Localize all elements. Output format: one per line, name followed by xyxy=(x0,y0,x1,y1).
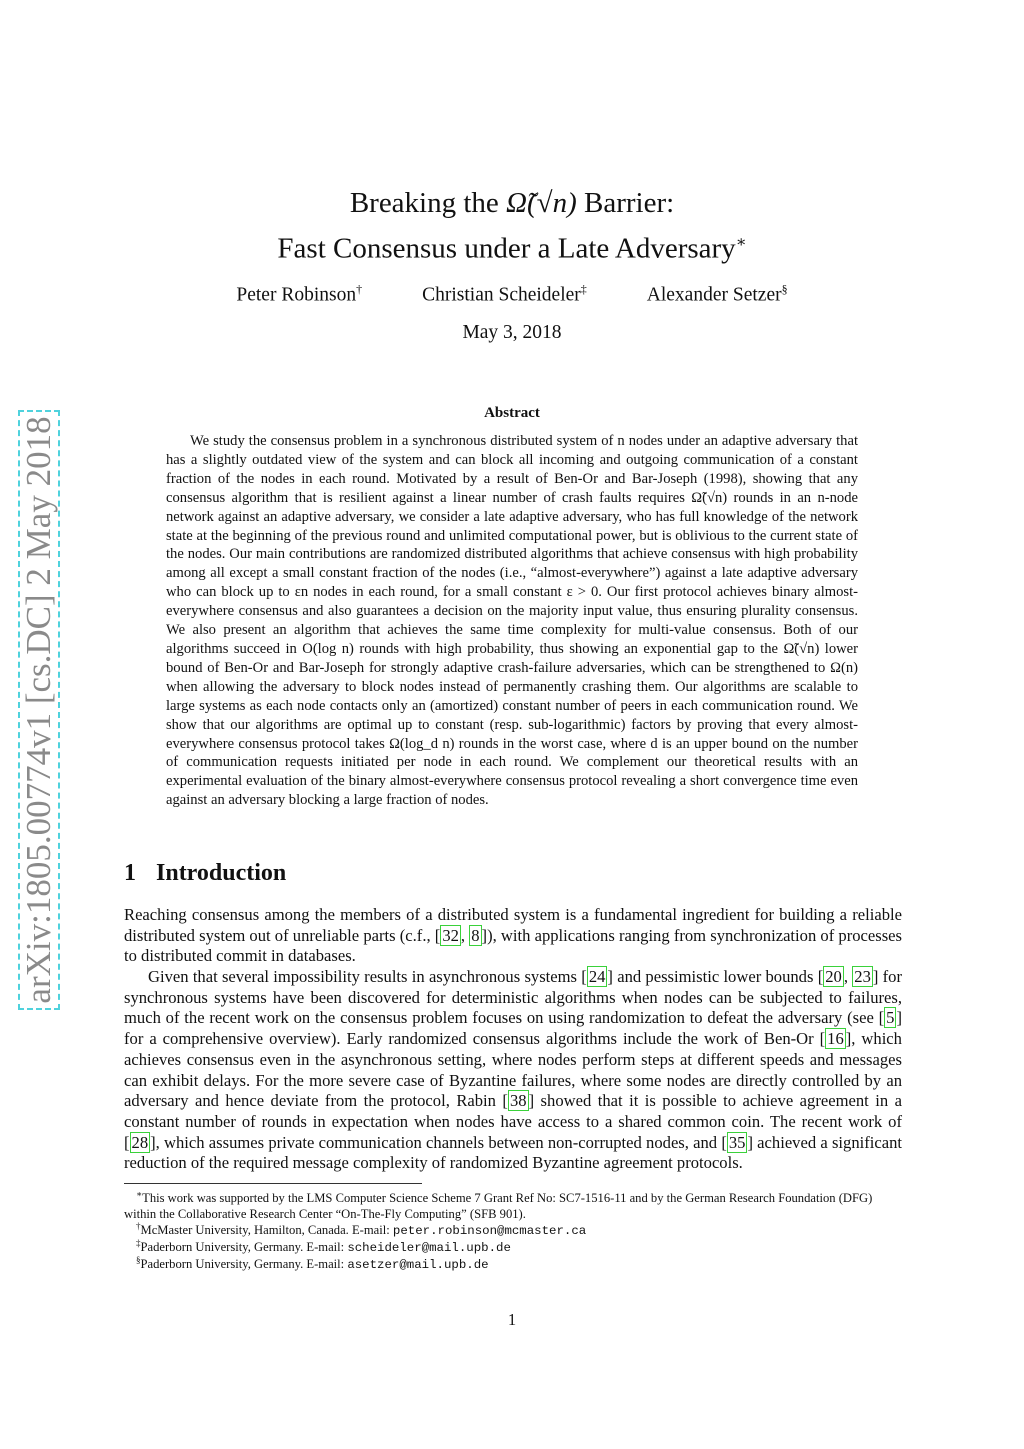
text-run: ], which assumes private communication channels between non-corrupted nodes, and [ xyxy=(150,1132,727,1152)
section-title: Introduction xyxy=(156,860,287,886)
footnote-text: Paderborn University, Germany. E-mail: xyxy=(140,1240,348,1255)
page-number: 1 xyxy=(507,1310,517,1329)
text-run: ] showed that it is possible to achieve agreement in a constant number of rounds in expectation when nodes have access to a shared common coin. The recent work of [ xyxy=(124,1091,902,1152)
author-name: Christian Scheideler xyxy=(422,284,581,306)
citation-link[interactable]: 28 xyxy=(131,1132,149,1152)
text-run: ] and pessimistic lower bounds [ xyxy=(607,967,824,986)
author xyxy=(422,282,587,307)
author-footnote-mark: † xyxy=(356,282,363,296)
title-prefix: Breaking the xyxy=(349,187,499,219)
author-footnote-mark: ‡ xyxy=(580,282,587,296)
title-suffix: Barrier: xyxy=(584,187,675,219)
text-run: Given that several impossibility results in asynchronous systems [ xyxy=(148,967,587,986)
title-line-2-text: Fast Consensus under a Late Adversary xyxy=(277,232,736,265)
footnote-funding xyxy=(124,1187,902,1223)
citation-link[interactable]: 35 xyxy=(728,1132,746,1152)
footnote-mark: ‡ xyxy=(136,1238,141,1248)
footnote-affiliation xyxy=(124,1253,902,1274)
text-run: ] for a comprehensive overview). Early randomized consensus algorithms include the work of Ben-Or [ xyxy=(124,1008,902,1049)
citation-link[interactable]: 16 xyxy=(827,1029,844,1049)
citation-link[interactable]: 24 xyxy=(588,967,606,986)
section-heading xyxy=(124,860,286,887)
author-footnote-mark: § xyxy=(781,282,788,296)
footnote-mark: ∗ xyxy=(136,1189,143,1199)
paper-title-line-1 xyxy=(0,186,1024,220)
publication-date: May 3, 2018 xyxy=(462,322,562,343)
author xyxy=(236,282,362,307)
footnote-text: This work was supported by the LMS Computer Science Scheme 7 Grant Ref No: SC7-1516-11 and by the German Research Foundation (DFG) within the Collaborative Research Center “On-The-Fly Computing” (SFB 901). xyxy=(124,1191,873,1221)
email-link[interactable]: peter.robinson@mcmaster.ca xyxy=(392,1224,587,1239)
footnote-text: McMaster University, Hamilton, Canada. E-mail: xyxy=(140,1223,393,1238)
text-run: , xyxy=(460,925,470,945)
title-math: Ω̃(√n) xyxy=(506,187,577,219)
title-footnote-mark: ∗ xyxy=(735,234,747,251)
arxiv-identifier-text: arXiv:1805.00774v1 [cs.DC] 2 May 2018 xyxy=(19,416,58,1004)
citation-link[interactable]: 38 xyxy=(509,1091,527,1111)
citation-link[interactable]: 5 xyxy=(886,1008,895,1028)
footnote-divider xyxy=(124,1183,422,1184)
intro-paragraph xyxy=(124,967,902,1174)
author xyxy=(647,282,788,307)
abstract-heading: Abstract xyxy=(484,405,540,421)
text-run: ], which achieves consensus even in the asynchronous setting, where nodes perform steps at different speeds and messages can exhibit delays. For the more severe case of Byzantine failures, where some nodes are directly controlled by an adversary and hence deviate from the protocol, Rabin [ xyxy=(124,1029,902,1111)
text-run: , xyxy=(843,967,853,986)
citation-link[interactable]: 8 xyxy=(471,925,480,945)
abstract-text: We study the consensus problem in a synchronous distributed system of n nodes under an adaptive adversary that has a slightly outdated view of the system and can block all incoming and outgoing communication of a constant fraction of the nodes in each round. Motivated by a result of Ben-Or and Bar-Joseph (1998), showing that any consensus algorithm that is resilient against a linear number of crash faults requires Ω̃(√n) rounds in an n-node network against an adaptive adversary, we consider a late adaptive adversary, who has full knowledge of the network state at the beginning of the previous round and unlimited computational power, but is oblivious to the current state of the nodes. Our main contributions are randomized distributed algorithms that achieve consensus with high probability among all except a small constant fraction of the nodes (i.e., “almost-everywhere”) against a late adaptive adversary who can block up to εn nodes in each round, for a small constant ε > 0. Our first protocol achieves binary almost-everywhere consensus and also guarantees a decision on the majority input value, thus ensuring plurality consensus. We also present an algorithm that achieves the same time complexity for multi-value consensus. Both of our algorithms succeed in O(log n) rounds with high probability, thus showing an exponential gap to the Ω̃(√n) lower bound of Ben-Or and Bar-Joseph for strongly adaptive crash-failure adversaries, which can be strengthened to Ω(n) when allowing the adversary to block nodes instead of permanently crashing them. Our algorithms are scalable to large systems as each node contacts only an (amortized) constant number of peers in each communication round. We show that our algorithms are optimal up to constant (resp. sub-logarithmic) factors by proving that every almost-everywhere consensus protocol takes Ω(log_d n) rounds in the worst case, where d is an upper bound on the number of communication requests initiated per node in each round. We complement our theoretical results with an experimental evaluation of the binary almost-everywhere consensus protocol revealing a short convergence time even against an adversary blocking a large fraction of nodes. xyxy=(166,433,858,809)
author-name: Alexander Setzer xyxy=(646,284,782,306)
email-link[interactable]: asetzer@mail.upb.de xyxy=(347,1258,489,1273)
author-list xyxy=(0,282,1024,307)
intro-paragraph xyxy=(124,905,902,967)
paper-title-line-2 xyxy=(0,226,1024,266)
email-link[interactable]: scheideler@mail.upb.de xyxy=(347,1241,511,1256)
footnote-text: Paderborn University, Germany. E-mail: xyxy=(140,1257,348,1272)
author-name: Peter Robinson xyxy=(236,284,357,306)
text-run: ]), with applications ranging from synchronization of processes to distributed commit in databases. xyxy=(124,925,903,966)
citation-link[interactable]: 20 xyxy=(825,967,842,986)
citation-link[interactable]: 32 xyxy=(442,925,459,945)
section-number: 1 xyxy=(124,860,136,886)
arxiv-identifier-stamp[interactable] xyxy=(18,410,60,1010)
citation-link[interactable]: 23 xyxy=(854,967,871,986)
footnote-mark: § xyxy=(136,1255,141,1265)
text-run: Reaching consensus among the members of a distributed system is a fundamental ingredient for building a reliable distributed system out of unreliable parts (c.f., [ xyxy=(124,905,902,945)
footnote-mark: † xyxy=(136,1221,141,1231)
text-run: ] achieved a significant reduction of the required message complexity of randomized Byzantine agreement protocols. xyxy=(124,1132,902,1173)
text-run: ] for synchronous systems have been discovered for deterministic algorithms when nodes can be subjected to failures, much of the recent work on the consensus problem focuses on using randomization to defeat the adversary (see [ xyxy=(124,967,903,1028)
